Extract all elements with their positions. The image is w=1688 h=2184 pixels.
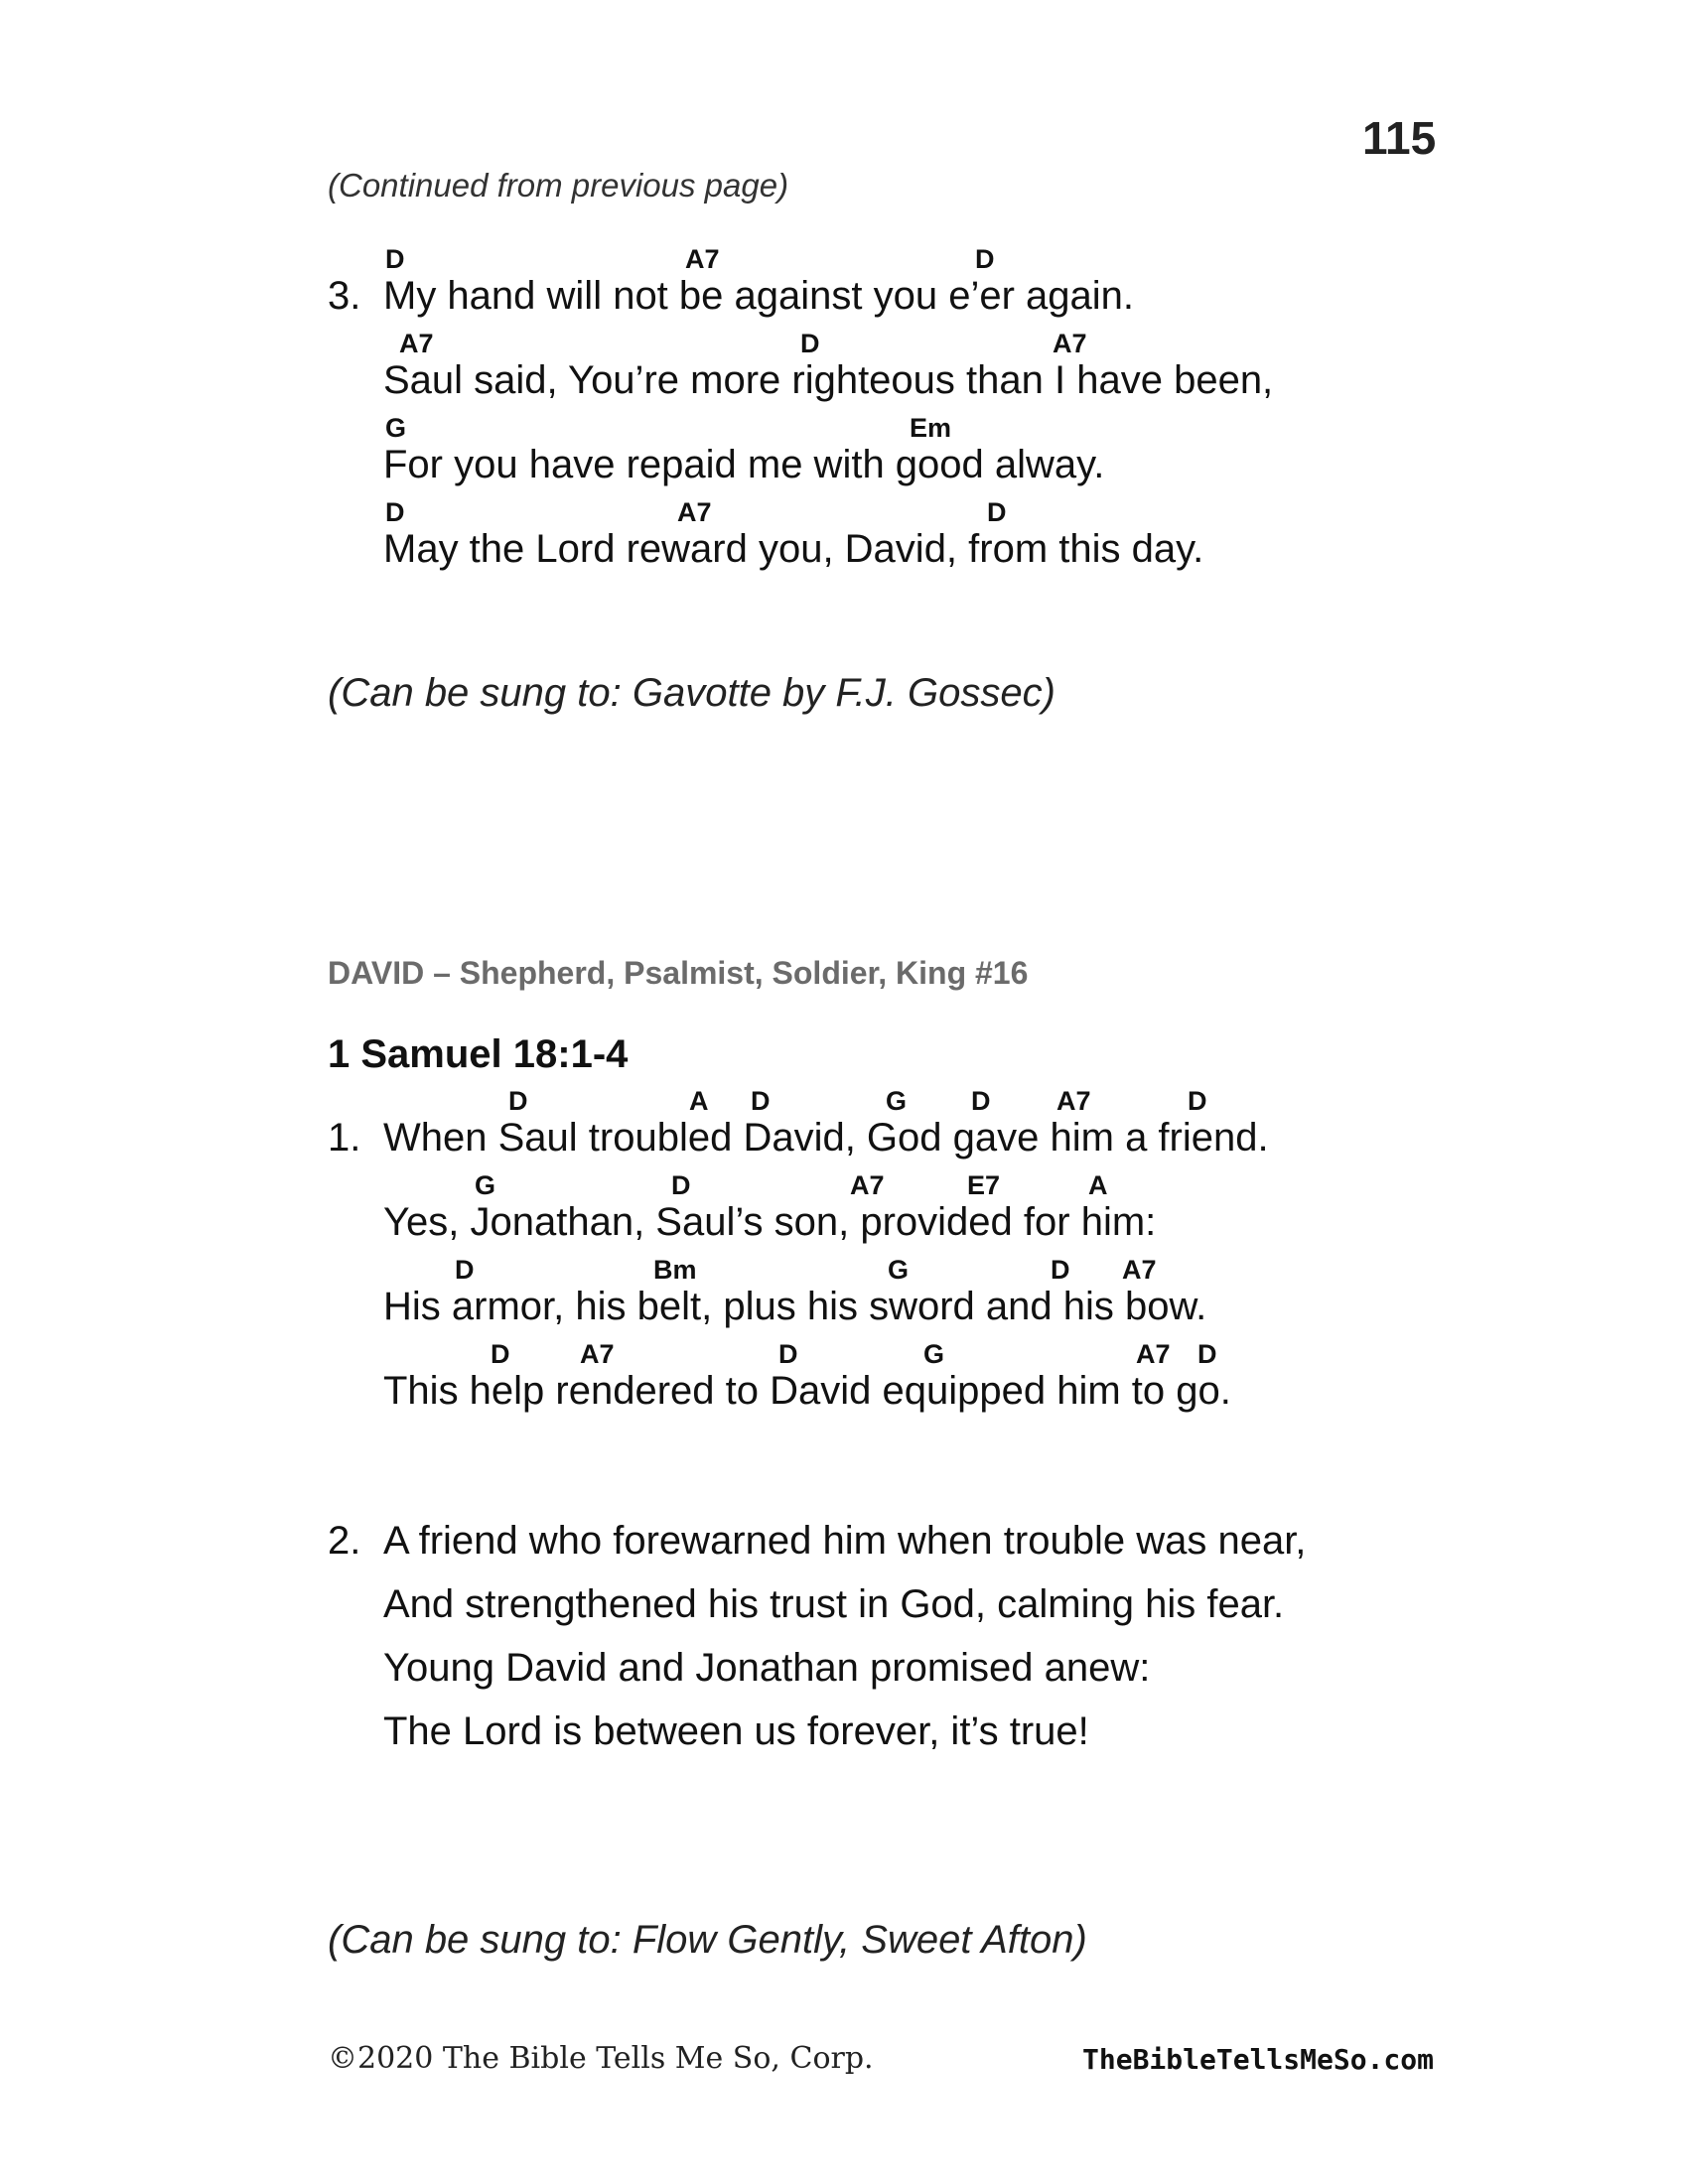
chord: G	[385, 413, 407, 443]
chord: Bm	[653, 1255, 697, 1285]
lyric-line: For you have repaid me with good alway.	[383, 443, 1105, 486]
lyric-line: May the Lord reward you, David, from this day.	[383, 527, 1204, 571]
chord: D	[508, 1086, 528, 1116]
chord: D	[1188, 1086, 1207, 1116]
tune-note: (Can be sung to: Flow Gently, Sweet Afton)	[328, 1918, 1087, 1962]
lyric-line: And strengthened his trust in God, calming his fear.	[383, 1582, 1285, 1626]
chord: G	[886, 1086, 908, 1116]
scripture-reference: 1 Samuel 18:1-4	[328, 1032, 629, 1076]
chord: A7	[1122, 1255, 1157, 1285]
chord: A	[1088, 1170, 1108, 1200]
chord: Em	[910, 413, 952, 443]
chord: A7	[685, 244, 720, 274]
chord: D	[1051, 1255, 1070, 1285]
chord: A7	[850, 1170, 885, 1200]
chord: D	[385, 497, 405, 527]
chord: A7	[580, 1339, 615, 1369]
chord: A7	[1136, 1339, 1171, 1369]
chord: D	[971, 1086, 991, 1116]
lyric-line: The Lord is between us forever, it’s true!	[383, 1709, 1089, 1753]
verse-number: 3.	[328, 274, 361, 318]
chord: G	[888, 1255, 910, 1285]
chord: D	[1197, 1339, 1217, 1369]
website-link[interactable]: TheBibleTellsMeSo.com	[1082, 2043, 1435, 2076]
page-number: 115	[1362, 112, 1437, 164]
chord: A	[689, 1086, 709, 1116]
chord: A7	[677, 497, 712, 527]
copyright-text: ©2020 The Bible Tells Me So, Corp.	[328, 2041, 874, 2076]
lyric-line: When Saul troubled David, God gave him a friend.	[383, 1116, 1269, 1160]
chord: D	[385, 244, 405, 274]
lyric-line: This help rendered to David equipped him to go.	[383, 1369, 1231, 1413]
chord: D	[491, 1339, 510, 1369]
continued-note: (Continued from previous page)	[328, 167, 789, 204]
chord: D	[455, 1255, 475, 1285]
chord: D	[800, 329, 820, 358]
lyric-line: Saul said, You’re more righteous than I have been,	[383, 358, 1274, 402]
lyric-line: My hand will not be against you e’er again.	[383, 274, 1135, 318]
chord: G	[923, 1339, 945, 1369]
chord: D	[751, 1086, 771, 1116]
lyric-line: Yes, Jonathan, Saul’s son, provided for him:	[383, 1200, 1157, 1244]
verse-number: 2.	[328, 1519, 361, 1563]
lyric-line: Young David and Jonathan promised anew:	[383, 1646, 1151, 1690]
verse-number: 1.	[328, 1116, 361, 1160]
chord: G	[475, 1170, 496, 1200]
chord: D	[987, 497, 1007, 527]
chord: D	[975, 244, 995, 274]
chord: D	[671, 1170, 691, 1200]
tune-note: (Can be sung to: Gavotte by F.J. Gossec)	[328, 671, 1055, 715]
chord: E7	[967, 1170, 1001, 1200]
lyric-line: His armor, his belt, plus his sword and his bow.	[383, 1285, 1207, 1328]
chord: A7	[1056, 1086, 1091, 1116]
lyric-line: A friend who forewarned him when trouble was near,	[383, 1519, 1307, 1563]
chord: D	[778, 1339, 798, 1369]
chord: A7	[1053, 329, 1087, 358]
chord: A7	[399, 329, 434, 358]
series-title: DAVID – Shepherd, Psalmist, Soldier, King #16	[328, 955, 1029, 991]
